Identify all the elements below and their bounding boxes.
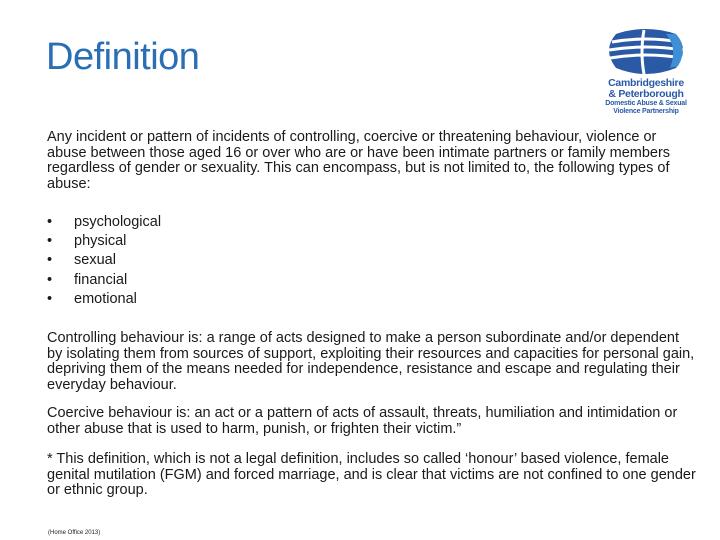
page-title: Definition bbox=[46, 36, 200, 78]
abuse-type-label: emotional bbox=[74, 290, 137, 307]
partnership-emblem-icon bbox=[604, 28, 688, 76]
abuse-types-list bbox=[47, 213, 161, 309]
abuse-type-label: sexual bbox=[74, 252, 116, 269]
bullet-icon: • bbox=[47, 214, 53, 230]
source-citation: (Home Office 2013) bbox=[48, 530, 101, 536]
abuse-type-label: psychological bbox=[74, 214, 162, 230]
definition-footnote: * This definition, which is not a legal definition, includes so called ‘honour’ based violence, female genital mutilation (FGM) and forced marriage, and is clear that victims are not confined to one gender or ethnic group. bbox=[47, 451, 696, 499]
abuse-type-label: financial bbox=[74, 271, 128, 288]
logo-line-2: & Peterborough bbox=[608, 88, 684, 100]
list-item bbox=[47, 271, 161, 290]
partnership-logo bbox=[596, 28, 696, 124]
abuse-type-label: physical bbox=[74, 233, 127, 250]
list-item bbox=[47, 232, 161, 251]
list-item bbox=[47, 290, 161, 309]
controlling-behaviour-paragraph: Controlling behaviour is: a range of acts designed to make a person subordinate and/or dependent by isolating them from sources of support, exploiting their resources and capacities for personal gain, depriving them of the means needed for independence, resistance and escape and regulating their everyday behaviour. bbox=[47, 330, 695, 393]
bullet-icon: • bbox=[47, 252, 53, 269]
definition-intro: Any incident or pattern of incidents of controlling, coercive or threatening behaviour, violence or abuse between those aged 16 or over who are or have been intimate partners or family members regardless of gender or sexuality. This can encompass, but is not limited to, the following types of abuse: bbox=[47, 129, 671, 192]
bullet-icon: • bbox=[47, 290, 53, 307]
bullet-icon: • bbox=[47, 233, 53, 250]
logo-line-3: Domestic Abuse & Sexual bbox=[605, 100, 687, 107]
bullet-icon: • bbox=[47, 271, 53, 288]
list-item bbox=[47, 251, 161, 270]
logo-line-1: Cambridgeshire bbox=[608, 77, 684, 89]
logo-line-4: Violence Partnership bbox=[613, 108, 679, 115]
coercive-behaviour-paragraph: Coercive behaviour is: an act or a pattern of acts of assault, threats, humiliation and intimidation or other abuse that is used to harm, punish, or frighten their victim.” bbox=[47, 405, 678, 437]
list-item bbox=[47, 213, 161, 232]
